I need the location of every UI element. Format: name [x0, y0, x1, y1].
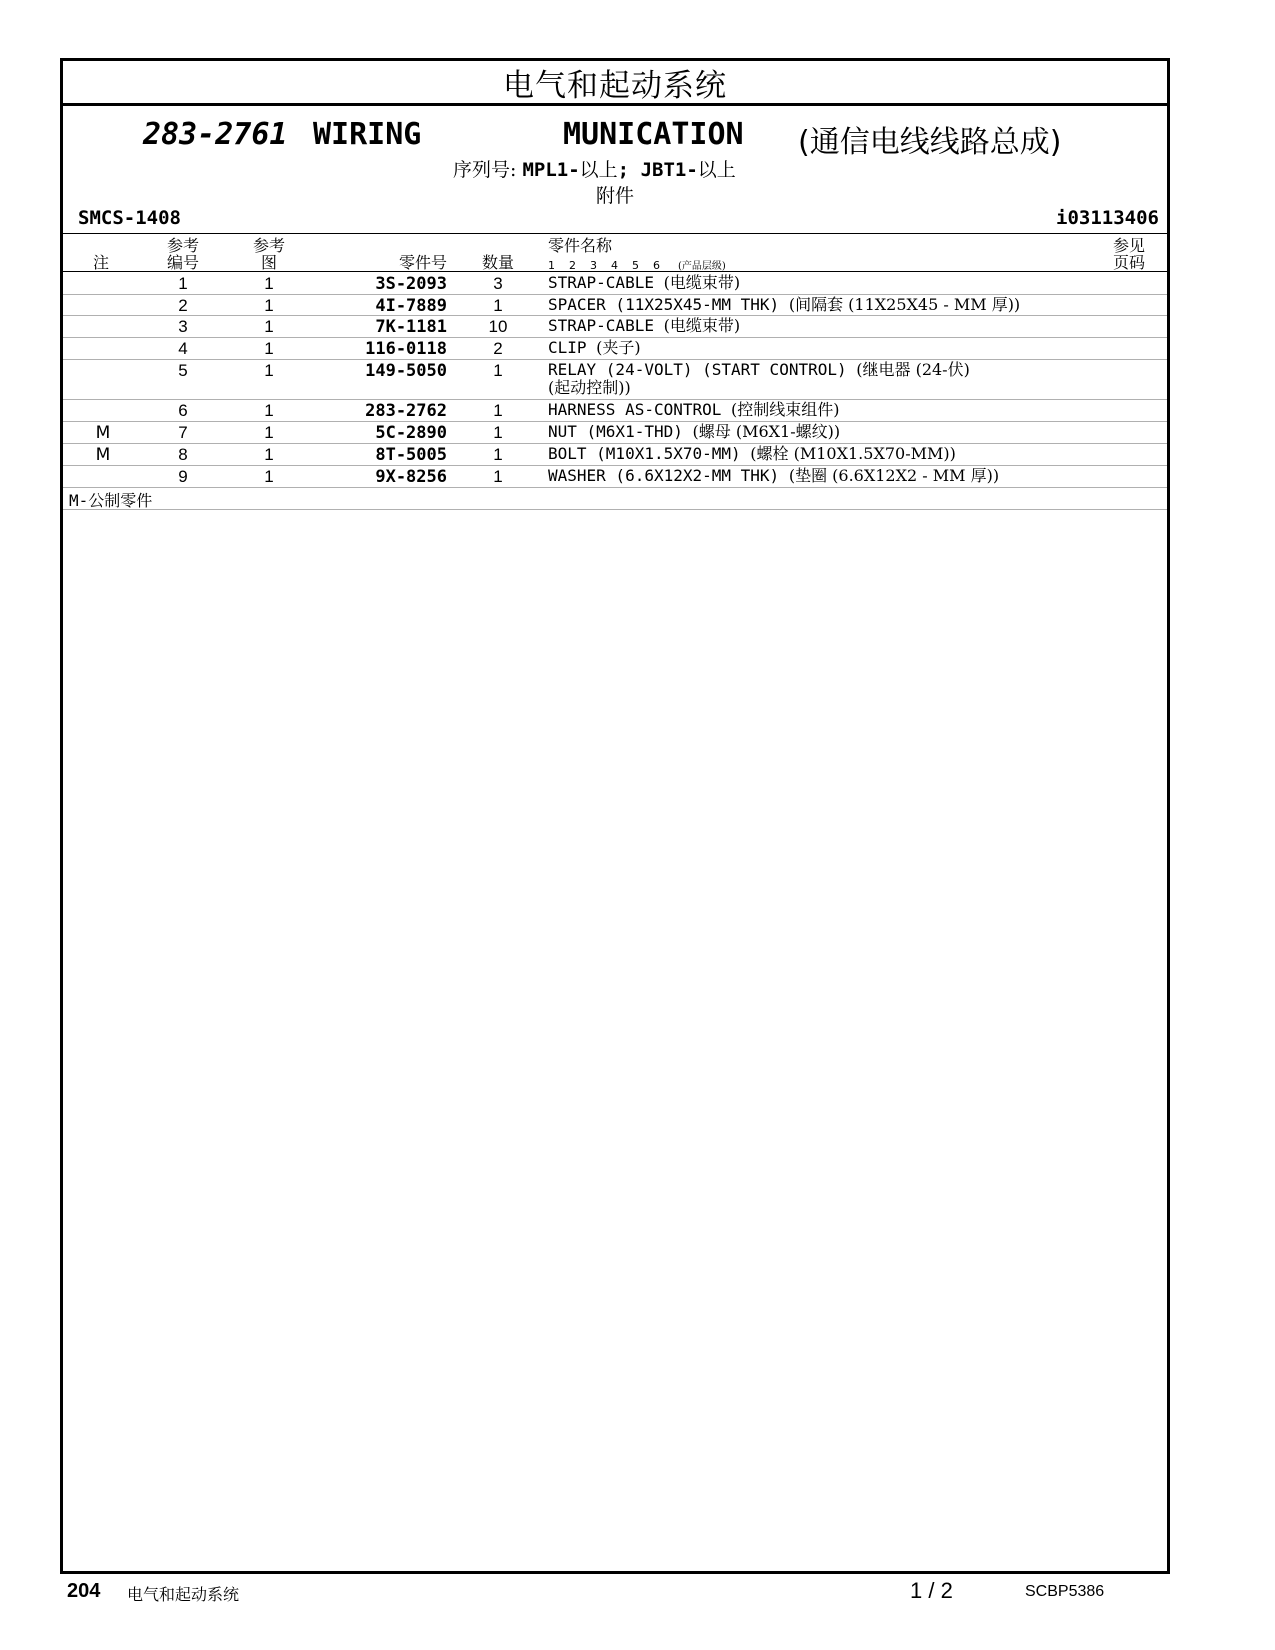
table-row	[63, 273, 1167, 295]
assembly-title	[63, 117, 1167, 160]
row-name-en: WASHER (6.6X12X2-MM THK)	[548, 466, 789, 485]
row-name-en: SPACER (11X25X45-MM THK)	[548, 295, 789, 314]
level-5: 5	[632, 259, 639, 272]
table-row	[63, 400, 1167, 422]
row-name-cn: (继电器 (24-伏) (起动控制))	[548, 360, 970, 397]
row-qty: 1	[493, 423, 503, 442]
row-name-cn: (夹子)	[596, 338, 641, 357]
row-name-cn: (螺栓 (M10X1.5X70-MM))	[750, 444, 956, 463]
row-figure: 1	[264, 317, 274, 336]
row-qty: 1	[493, 361, 503, 380]
row-name-cn: (螺母 (M6X1-螺纹))	[692, 422, 841, 441]
row-name-en: STRAP-CABLE	[548, 316, 664, 335]
row-name-cn: (垫圈 (6.6X12X2 - MM 厚))	[788, 466, 1000, 485]
row-name-en: HARNESS AS-CONTROL	[548, 400, 732, 419]
serial-1-code: MPL1-	[522, 159, 580, 181]
row-figure: 1	[264, 445, 274, 464]
row-qty: 2	[493, 339, 503, 358]
row-figure: 1	[264, 423, 274, 442]
footer-page-number: 204	[67, 1580, 101, 1602]
column-header-ref-no: 参考 编号	[166, 236, 199, 272]
row-part-number: 5C-2890	[375, 423, 447, 443]
page-frame	[60, 58, 1170, 1574]
row-part-name	[548, 467, 1148, 485]
row-note: M	[95, 445, 111, 465]
table-row	[63, 316, 1167, 338]
row-name-en: CLIP	[548, 338, 597, 357]
level-6: 6	[653, 259, 660, 272]
serial-1-text: 以上	[579, 159, 618, 181]
row-part-number: 116-0118	[365, 339, 447, 359]
level-label: (产品层级)	[678, 261, 726, 272]
row-name-en: STRAP-CABLE	[548, 273, 664, 292]
row-ref: 2	[178, 296, 188, 315]
serial-2-code: JBT1-	[640, 159, 698, 181]
assembly-name-cn: (通信电线线路总成)	[798, 125, 1062, 160]
row-ref: 4	[178, 339, 188, 358]
row-name-cn: (电缆束带)	[663, 316, 741, 335]
column-header-part-name: 零件名称	[548, 236, 613, 255]
column-header-part-no: 零件号	[398, 253, 447, 272]
row-name-en: RELAY (24-VOLT) (START CONTROL)	[548, 360, 857, 379]
level-3: 3	[590, 259, 597, 272]
row-part-name	[548, 445, 1148, 463]
row-name-cn: (间隔套 (11X25X45 - MM 厚))	[788, 295, 1021, 314]
table-row	[63, 444, 1167, 466]
table-row	[63, 422, 1167, 444]
row-ref: 9	[178, 467, 188, 486]
row-part-number: 149-5050	[365, 361, 447, 381]
row-figure: 1	[264, 361, 274, 380]
row-figure: 1	[264, 467, 274, 486]
row-part-name	[548, 296, 1148, 314]
attachment-label: 附件	[595, 185, 634, 207]
row-name-cn: (控制线束组件)	[731, 400, 840, 419]
row-part-number: 8T-5005	[375, 445, 447, 465]
row-qty: 3	[493, 274, 503, 293]
divider	[63, 271, 1167, 272]
row-name-en: BOLT (M10X1.5X70-MM)	[548, 444, 751, 463]
table-row	[63, 295, 1167, 316]
row-part-name	[548, 274, 1148, 292]
serial-separator: ;	[617, 159, 641, 181]
row-part-number: 7K-1181	[375, 317, 447, 337]
table-row	[63, 338, 1167, 360]
row-ref: 5	[178, 361, 188, 380]
row-part-name	[548, 401, 1148, 419]
row-part-name	[548, 339, 1148, 357]
column-header-qty: 数量	[481, 253, 514, 272]
table-row	[63, 466, 1167, 488]
row-qty: 1	[493, 296, 503, 315]
row-figure: 1	[264, 274, 274, 293]
footer-section: 电气和起动系统	[127, 1585, 240, 1604]
level-4: 4	[611, 259, 618, 272]
row-figure: 1	[264, 339, 274, 358]
reference-id: i03113406	[1056, 207, 1159, 229]
serial-range	[453, 155, 736, 182]
footer-page-of: 1 / 2	[910, 1578, 953, 1603]
level-2: 2	[569, 259, 576, 272]
smcs-code: SMCS-1408	[78, 207, 181, 229]
assembly-name-en-2: MUNICATION	[563, 117, 744, 152]
divider	[63, 233, 1167, 234]
row-figure: 1	[264, 296, 274, 315]
row-note: M	[95, 423, 111, 443]
assembly-name-en-1: WIRING	[313, 117, 422, 152]
table-row	[63, 360, 1167, 400]
row-part-number: 9X-8256	[375, 467, 447, 487]
row-qty: 1	[493, 467, 503, 486]
footer-doc-id: SCBP5386	[1025, 1583, 1105, 1600]
serial-2-text: 以上	[697, 159, 736, 181]
serial-label: 序列号:	[453, 159, 523, 181]
column-header-note: 注	[93, 253, 110, 272]
footnote-row	[63, 488, 1167, 510]
level-1: 1	[548, 259, 555, 272]
row-qty: 10	[488, 317, 508, 336]
row-part-number: 4I-7889	[375, 296, 447, 316]
row-qty: 1	[493, 401, 503, 420]
row-part-name	[548, 361, 1148, 397]
section-title: 电气和起动系统	[63, 61, 1167, 106]
row-name-en: NUT (M6X1-THD)	[548, 422, 693, 441]
footnote-text: 公制零件	[88, 491, 153, 510]
column-header-page-ref: 参见 页码	[1112, 236, 1145, 272]
row-part-number: 283-2762	[365, 401, 447, 421]
footnote	[69, 488, 152, 511]
assembly-part-number: 283-2761	[143, 117, 288, 152]
row-ref: 6	[178, 401, 188, 420]
parts-table	[63, 273, 1167, 510]
row-ref: 3	[178, 317, 188, 336]
row-ref: 1	[178, 274, 188, 293]
row-figure: 1	[264, 401, 274, 420]
row-ref: 7	[178, 423, 188, 442]
row-ref: 8	[178, 445, 188, 464]
row-qty: 1	[493, 445, 503, 464]
product-levels	[548, 257, 726, 272]
column-header-figure: 参考 图	[252, 236, 285, 272]
row-part-number: 3S-2093	[375, 274, 447, 294]
row-part-name	[548, 317, 1148, 335]
row-part-name	[548, 423, 1148, 441]
row-name-cn: (电缆束带)	[663, 273, 741, 292]
footnote-code: M-	[69, 491, 89, 510]
